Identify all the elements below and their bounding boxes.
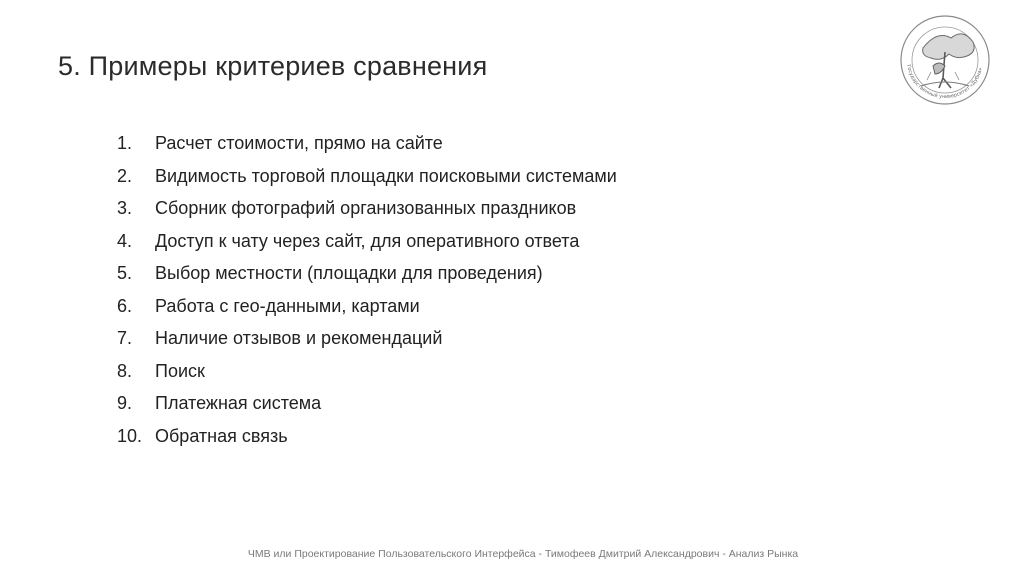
list-item (117, 322, 617, 355)
list-item-text: Поиск (155, 360, 205, 381)
list-item (117, 420, 617, 453)
list-item (117, 225, 617, 258)
list-item-number: 9. (117, 393, 133, 413)
list-item (117, 257, 617, 290)
list-item (117, 192, 617, 225)
list-item-number: 1. (117, 133, 133, 153)
emblem-ring-text: Государственный университет «Дубна» (905, 64, 985, 101)
list-item-text: Работа с гео-данными, картами (155, 295, 420, 316)
list-item-number: 10. (117, 425, 143, 446)
list-item (117, 387, 617, 420)
list-item-number: 6. (117, 295, 133, 316)
list-item (117, 355, 617, 388)
list-item-text: Обратная связь (155, 425, 288, 446)
criteria-list (117, 127, 617, 452)
list-item-text: Доступ к чату через сайт, для оперативного ответа (155, 230, 580, 251)
slide-title: 5. Примеры критериев сравнения (58, 51, 488, 81)
list-item (117, 290, 617, 323)
list-item-text: Выбор местности (площадки для проведения) (155, 263, 543, 283)
list-item-text: Сборник фотографий организованных праздников (155, 198, 577, 218)
list-item-number: 5. (117, 263, 133, 283)
list-item-text: Расчет стоимости, прямо на сайте (155, 133, 443, 153)
list-item-number: 7. (117, 328, 133, 348)
list-item-text: Наличие отзывов и рекомендаций (155, 328, 443, 348)
list-item-number: 4. (117, 230, 133, 251)
slide-footer: ЧМВ или Проектирование Пользовательского Интерфейса - Тимофеев Дмитрий Александрович - Анализ Рынка (247, 548, 799, 560)
list-item-number: 3. (117, 198, 133, 218)
list-item-number: 2. (117, 165, 133, 186)
university-emblem-icon (893, 8, 997, 112)
list-item-text: Платежная система (155, 393, 322, 413)
list-item-text: Видимость торговой площадки поисковыми системами (155, 165, 617, 186)
list-item (117, 160, 617, 193)
list-item-number: 8. (117, 360, 133, 381)
emblem-graphic (893, 8, 997, 112)
list-item (117, 127, 617, 160)
